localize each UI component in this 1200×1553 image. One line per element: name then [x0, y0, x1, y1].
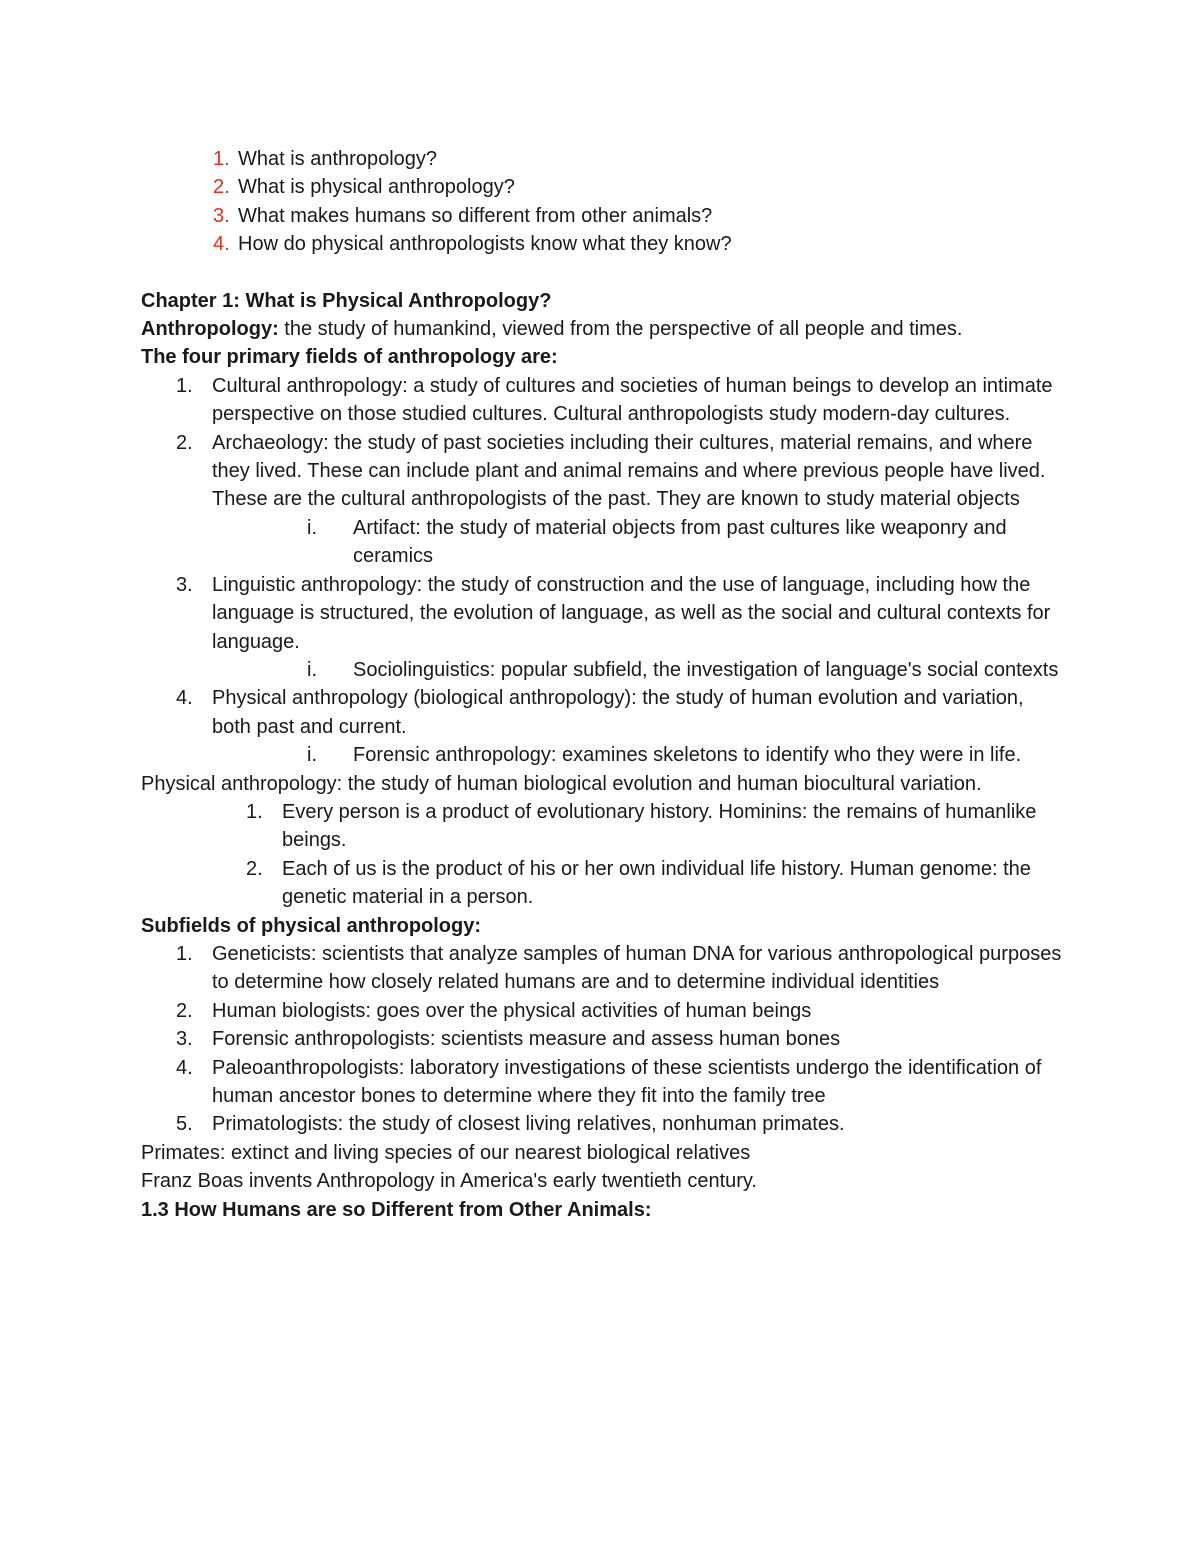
- question-text: How do physical anthropologists know what they know?: [238, 233, 732, 256]
- list-item: [141, 855, 1066, 912]
- list-item: [141, 571, 1066, 656]
- list-text: Paleoanthropologists: laboratory investigations of these scientists undergo the identification of human ancestor bones to determine where they fit into the family tree: [212, 1056, 1042, 1107]
- sub-list-text: Sociolinguistics: popular subfield, the investigation of language's social contexts: [353, 658, 1059, 681]
- anthropology-definition: [141, 315, 1066, 343]
- list-number: 2.: [246, 857, 263, 880]
- list-number: 2.: [176, 431, 193, 454]
- section-heading: 1.3 How Humans are so Different from Other Animals:: [141, 1198, 652, 1221]
- sub-list-number: i.: [307, 516, 317, 539]
- list-item: [141, 940, 1066, 997]
- list-text: Physical anthropology (biological anthropology): the study of human evolution and variation, both past and current.: [212, 687, 1024, 738]
- list-item: [141, 372, 1066, 429]
- list-item: [141, 1054, 1066, 1111]
- question-number: 3.: [213, 204, 230, 227]
- sub-list-text: Artifact: the study of material objects from past cultures like weaponry and ceramics: [353, 516, 1007, 568]
- sub-list-item: [141, 514, 1066, 571]
- list-number: 5.: [176, 1113, 193, 1136]
- list-text: Archaeology: the study of past societies including their cultures, material remains, and where they lived. These can include plant and animal remains and where previous people have lived. These are the cultural anthropologists of the past. They are known to study material objects: [212, 431, 1046, 511]
- question-item: [141, 230, 1066, 258]
- list-number: 1.: [176, 942, 193, 965]
- definition-term: Anthropology:: [141, 318, 279, 341]
- question-number: 2.: [213, 176, 230, 199]
- sub-list-number: i.: [307, 744, 317, 767]
- list-text: Each of us is the product of his or her own individual life history. Human genome: the genetic material in a person.: [282, 857, 1031, 909]
- list-item: [141, 1025, 1066, 1053]
- list-item: [141, 997, 1066, 1025]
- list-text: Linguistic anthropology: the study of construction and the use of language, including how the language is structured, the evolution of language, as well as the social and cultural contexts for language.: [212, 573, 1051, 653]
- list-number: 4.: [176, 1056, 193, 1079]
- question-item: [141, 173, 1066, 201]
- question-number: 4.: [213, 233, 230, 256]
- list-number: 1.: [246, 800, 263, 823]
- list-item: [141, 429, 1066, 514]
- list-text: Human biologists: goes over the physical activities of human beings: [212, 999, 812, 1022]
- list-number: 1.: [176, 374, 193, 397]
- four-fields-heading: The four primary fields of anthropology are:: [141, 346, 558, 369]
- question-text: What is anthropology?: [238, 148, 438, 170]
- list-item: [141, 684, 1066, 741]
- question-text: What makes humans so different from other animals?: [238, 204, 713, 227]
- list-number: 3.: [176, 1028, 193, 1051]
- sub-list-text: Forensic anthropology: examines skeletons to identify who they were in life.: [353, 744, 1022, 767]
- question-item: [141, 145, 1066, 173]
- question-number: 1.: [213, 148, 230, 170]
- document-page: [141, 145, 1066, 1224]
- physical-anthropology-definition: Physical anthropology: the study of human biological evolution and human biocultural variation.: [141, 772, 982, 795]
- sub-list-number: i.: [307, 658, 317, 681]
- question-list: [141, 145, 1066, 259]
- list-text: Every person is a product of evolutionary history. Hominins: the remains of humanlike beings.: [282, 800, 1037, 852]
- list-number: 3.: [176, 573, 193, 596]
- question-text: What is physical anthropology?: [238, 176, 515, 199]
- sub-list-item: [141, 741, 1066, 769]
- list-number: 2.: [176, 999, 193, 1022]
- definition-text: the study of humankind, viewed from the perspective of all people and times.: [278, 318, 963, 341]
- chapter-title: Chapter 1: What is Physical Anthropology?: [141, 289, 552, 312]
- list-item: [141, 798, 1066, 855]
- subfields-heading: Subfields of physical anthropology:: [141, 914, 482, 937]
- boas-line: Franz Boas invents Anthropology in America's early twentieth century.: [141, 1170, 757, 1193]
- list-number: 4.: [176, 687, 193, 710]
- primates-line: Primates: extinct and living species of our nearest biological relatives: [141, 1141, 751, 1164]
- sub-list-item: [141, 656, 1066, 684]
- list-text: Geneticists: scientists that analyze samples of human DNA for various anthropological purposes to determine how closely related humans are and to determine individual identities: [212, 942, 1062, 994]
- list-text: Cultural anthropology: a study of cultures and societies of human beings to develop an intimate perspective on those studied cultures. Cultural anthropologists study modern-day cultures.: [212, 374, 1053, 426]
- list-text: Forensic anthropologists: scientists measure and assess human bones: [212, 1028, 841, 1051]
- list-item: [141, 1110, 1066, 1138]
- question-item: [141, 202, 1066, 230]
- list-text: Primatologists: the study of closest living relatives, nonhuman primates.: [212, 1113, 845, 1136]
